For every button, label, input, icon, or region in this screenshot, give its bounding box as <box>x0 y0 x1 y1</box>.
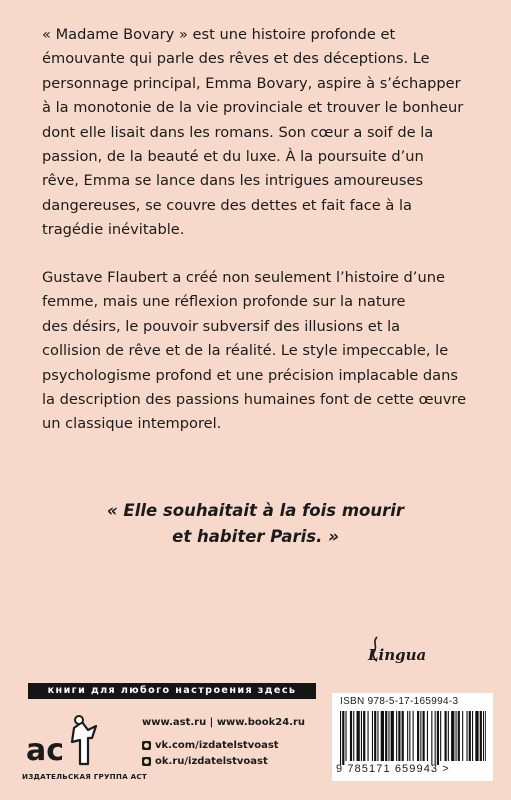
barcode-bar <box>485 711 486 761</box>
social-ok-link[interactable]: ok.ru/izdatelstvoast <box>155 756 268 767</box>
social-vk[interactable] <box>142 740 279 751</box>
text-line: rêve, Emma se lance dans les intrigues amoureuses <box>42 172 424 190</box>
barcode-bar <box>353 711 354 761</box>
barcode-bar <box>467 711 468 761</box>
barcode-bar <box>437 711 439 765</box>
barcode-bar <box>423 711 425 761</box>
barcode-bar <box>342 711 344 765</box>
barcode-bar <box>340 711 341 765</box>
barcode-bar <box>472 711 473 761</box>
text-line: un classique intemporel. <box>42 415 222 433</box>
barcode-bar <box>372 711 373 761</box>
ast-logo-letters: ac <box>26 733 65 768</box>
barcode-bar <box>445 711 447 761</box>
barcode-bar <box>413 711 414 761</box>
text-line: femme, mais une réflexion profonde sur la nature <box>42 293 406 311</box>
barcode-bar <box>398 711 400 761</box>
barcode-bar <box>381 711 384 761</box>
ok-icon <box>142 757 151 766</box>
barcode-bar <box>409 711 410 761</box>
barcode-bar <box>396 711 397 761</box>
vk-icon <box>142 741 151 750</box>
barcode-bar <box>385 711 387 761</box>
text-line: à la monotonie de la vie provinciale et trouver le bonheur <box>42 99 464 117</box>
barcode-bar <box>427 711 428 761</box>
text-line: dont elle lisait dans les romans. Son cœur a soif de la <box>42 123 434 141</box>
description-paragraph-1 <box>42 23 482 243</box>
barcode-bar <box>469 711 471 761</box>
barcode-bar <box>456 711 457 761</box>
description-paragraph-2 <box>42 266 482 437</box>
barcode-bar <box>388 711 389 761</box>
barcode-bars-icon <box>340 711 486 765</box>
ast-logo-icon <box>22 708 110 778</box>
barcode-bar <box>431 711 432 765</box>
quote-line: « Elle souhaitait à la fois mourir <box>106 501 405 520</box>
barcode-bar <box>363 711 365 761</box>
barcode-bar <box>458 711 460 761</box>
publisher-websites[interactable]: www.ast.ru | www.book24.ru <box>142 717 306 728</box>
social-ok[interactable] <box>142 756 268 767</box>
barcode-area <box>332 693 493 781</box>
barcode-bar <box>374 711 376 761</box>
barcode-bar <box>377 711 378 761</box>
barcode-bar <box>407 711 408 761</box>
text-line: la description des passions humaines font de cette œuvre <box>42 391 467 409</box>
book-quote <box>0 498 511 550</box>
text-line: collision de rêve et de la réalité. Le style impeccable, le <box>42 342 449 360</box>
barcode-bar <box>483 711 484 761</box>
barcode-bar <box>451 711 454 761</box>
barcode-digits: 9 785171 659943 > <box>336 763 450 775</box>
text-line: Gustave Flaubert a créé non seulement l’histoire d’une <box>42 269 445 286</box>
barcode-bar <box>361 711 362 761</box>
barcode-bar <box>346 711 347 761</box>
barcode-bar <box>435 711 436 765</box>
barcode-bar <box>440 711 441 761</box>
text-line: émouvante qui parle des rêves et des déceptions. Le <box>42 50 430 68</box>
barcode-bar <box>357 711 360 761</box>
barcode-bar <box>391 711 394 761</box>
barcode-bar <box>462 711 463 761</box>
barcode-bar <box>448 711 449 761</box>
text-line: « Madame Bovary » est une histoire profonde et <box>42 26 396 43</box>
quote-line: et habiter Paris. » <box>172 527 339 546</box>
barcode-bar <box>417 711 419 761</box>
tagline-strip: книги для любого настроения здесь <box>28 683 316 699</box>
barcode-bar <box>402 711 404 761</box>
text-line: psychologisme profond et une précision implacable dans <box>42 366 458 384</box>
text-line: passion, de la beauté et du luxe. À la poursuite d’un <box>42 148 424 166</box>
text-line: personnage principal, Emma Bovary, aspire à s’échapper <box>42 74 461 92</box>
text-line: des désirs, le pouvoir subversif des illusions et la <box>42 317 401 335</box>
barcode-bar <box>420 711 421 761</box>
text-line: dangereuses, se couvre des dettes et fait face à la <box>42 196 412 214</box>
social-vk-link[interactable]: vk.com/izdatelstvoast <box>155 740 279 751</box>
publisher-caption: ИЗДАТЕЛЬСКАЯ ГРУППА АСТ <box>22 772 147 781</box>
barcode-bar <box>475 711 478 761</box>
text-line: tragédie inévitable. <box>42 221 185 239</box>
lingua-logo: Lingua <box>368 646 427 664</box>
isbn-label: ISBN 978-5-17-165994-3 <box>340 696 459 707</box>
barcode-bar <box>368 711 369 761</box>
barcode-bar <box>350 711 352 761</box>
barcode-bar <box>480 711 482 761</box>
